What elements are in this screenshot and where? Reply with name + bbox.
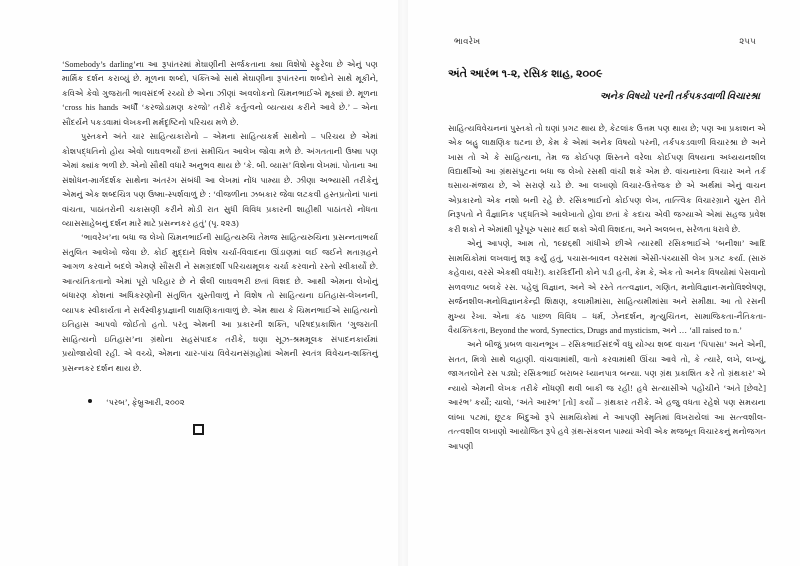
highlighted-opening-clause: ‘Somebody’s darling’ના આ રૂપાંતરમાં મેઘાણીની સર્જકતાના ક્યા વિશેષો	[62, 60, 307, 69]
article-title: અંતે આરંભ ૧-૨, રસિક શાહ, ૨૦૦૯	[448, 68, 603, 80]
paragraph-text: સ્ફુરેલા છે એનું પણ માર્મિક દર્શન કરાવ્યું છે. મૂળના શબ્દો, પંક્તિઓ સાથે મેઘાણીના રૂપાંતરના શબ્દોને સાથે મૂકીને, કવિએ કેવો ગુજરાતી ભાવસંદર્ભ રચ્યો છે એના ઝીણાં અવલોકનો ચિમનભાઈએ મૂક્યાં છે. મૂળના ‘cross his hands અર્ધીં ‘કરજોડામણ કરજો’ તરીકે કર્તુત્વનો વ્યત્યય કરીને આવે છે.’ – એના સૌંદર્યને પકડવામાં લેખકની મર્મદૃષ્ટિનો પરિચય મળે છે.	[62, 60, 378, 127]
right-page-body	[448, 122, 766, 454]
running-head	[448, 36, 766, 47]
running-head-title: ભાવરેખ	[454, 36, 481, 46]
article-subtitle: અનેક વિષયો પરની તર્કપકડવાળી વિચારશ્રા	[599, 91, 760, 102]
page-number: ૨૫૫	[739, 36, 756, 46]
paragraph: અને બીજું પ્રબળ વાચનભૂખ – રસિકભાઈસંદર્ભે વધુ યોગ્ય શબ્દ વાચન ‘પિપાસા’ અને એની, સતત, મિત્રો સાથે લહાણી. વાંચવામાંથી, વાતો કરવામાંથી ઊંચા આવે તો, કે ત્યારે, લખે, લખ્યું, જાગતલોને રસ પડ્યો; રસિકભાઈ બરાબર ધ્યાનપાત્ર બન્યા. પણ ગ્રંથ પ્રકાશિત કરે તો ગ્રંથકાર’ એ ન્યાયે એમની લેખક તરીકે નોંધણી થવી બાકી જ રહી! હવે સત્યાસીએ પહોંચીને ‘અંતે [છેવટે] આરંભ’ કર્યો; ચાલો, ‘અંતે આરંભ’ [તો] કર્યો – ગ્રંથકાર તરીકે. એ હજુ વધતા રહેશે પણ સમયના લાંબા પટમાં, છૂટક બિંદુઓ રૂપે સામયિકોમાં ને આપણી સ્મૃતિમાં વિખરાયેલાં આ સત્ત્વશીલ-તત્ત્વશીલ લખાણો આયોજિત રૂપે હવે ગ્રંથ-સંકલન પામ્યાં એવી એક મજબૂત વિચારકનું મનોજગત આપણી	[448, 340, 766, 451]
square-end-mark-icon	[193, 424, 204, 435]
paragraph: એનું આપણે, આમ તો, ૧૯૪૬થી ગાંધીએ છીએ ત્યારથી રસિકભાઈએ ‘બનીશા’ આદિ સામયિકોમાં લખવાનું શરૂ કર્યું હતું, પચાસ-બાવન વરસમાં એંસી-પંચ્યાસી લેખ પ્રગટ કર્યા. (સારું કહેવાય, વરસે એકથી વધારે!). કારકિર્દીની કોને પડી હતી, કેમ કે, એક તો અનેક વિષયોમાં પેસવાનો સળવળાટ બલકે રસ. પહેલું વિજ્ઞાન, અને એ રસ્તે તત્ત્વજ્ઞાન, ગણિત, મનોવિજ્ઞાન-મનોવિશ્લેષણ, સર્જનશીલ-મનોવિજ્ઞાનકેન્દ્રી શિક્ષણ, કલામીમાંસા, સાહિત્યમીમાંસા અને સમીક્ષા. આ તો રસની મુખ્ય રેખા. એના કંઠ પાછળ વિવિધ – ધર્મ, ઝેનદર્શન, મૃત્યુચિંતન, સામાજિકતા-નૈતિકતા-વૈયક્તિકતા, Beyond the word, Synectics, Drugs and mysticism, અને … ‘all raised to n.’	[448, 239, 766, 335]
end-of-article-mark	[62, 422, 378, 440]
paragraph: પુસ્તકને અંતે ચાર સાહિત્યકારોનો – એમના સાહિત્યકર્મ સાથેનો – પરિચય છે એમાં કોશપદ્ધતિનો હોય એવો લાઘવભર્યો છતાં સમીચિત આલેખ જોવા મળે છે. અંગતતાની ઉષ્મા પણ એમાં ક્યાંક ભળી છે. એનો સૌથી વધારે અનુભવ થાય છે ‘કે. બી. વ્યાસ’ વિશેના લેખમાં. પોતાના આ સંશોધન-માર્ગદર્શક સાથેના અંતરંગ સંબંધી આ લેખમાં નોંધ પામ્યા છે. ઝીણા અભ્યાસી તરીકેનું એમનું એક શબ્દચિત્ર પણ ઉષ્મા-સ્પર્શવાળું છે : ‘વીજળીના ઝબકાર જેવા લટકવી હસ્તપ્રતોનાં પાનાં વાંચતા, પાઠાંતરોની ચકાસણી કરીને મોડી રાત સુધી વિવિધ પ્રકારની શાહીથી પાઠાંતરો નોંધતા વ્યાસસાહેબનું દર્શન મારે માટે પ્રસન્નકર હતું’ (પૃ. ૨૨૩)	[62, 132, 378, 228]
left-page-body	[62, 58, 378, 376]
paragraph: સાહિત્યવિવેચનનાં પુસ્તકો તો ઘણાં પ્રગટ થાય છે, કેટલાંક ઉત્તમ પણ થાય છે; પણ આ પ્રકાશન એ એક બહુ લાક્ષણિક ઘટના છે, કેમ કે એમાં અનેક વિષયો પરની, તર્કપકડવાળી વિચારશ્રા છે અને ખાસ તો એ કે સાહિત્યના, તેમ જ કોઈપણ શિસ્તને વરેલા કોઈપણ વિષયના અધ્યયનશીલ વિદ્યાર્થીઓ આ ગ્રંથસંપુટના બધા જ લેખો રસથી વાંચી શકે એમ છે. વાંચનારના વિચાર અને તર્ક ઘસાય-મંજાય છે, એ સરાણે ચડે છે. આ લખાણો વિચાર-ઉત્તેજક છે એ અર્થમાં એનું વાચન એપ્રકારનો એક નશો બની રહે છે. રસિકભાઈનો કોઈપણ લેખ, તાત્ત્વિક વિચારગ્રાને ચુસ્ત રીતે નિરૂપતો ને વૈજ્ઞાનિક પદ્ધતિએ આલેખાતો હોવા છતાં કે કદાચ એવી જગ્યાએ એમાં સહજ પ્રવેશ કરી શકો ને એમાંથી પૂરેપૂરુ પસાર થઈ શકો એવી વિશદતા, અને અલબત્ત, સરેળતા ધરાવે છે.	[448, 123, 766, 234]
paragraph: ‘ભાવરેખ’ના બધા જ લેખો ચિમનભાઈની સાહિત્યરુચિ તેમજ સાહિત્યરુચિના પ્રસન્નતાભર્યા સંતુલિત આલેખો જેવા છે. કોઈ મુદ્દાને વિશેષ ચર્ચા-વિવાદના ઊંડાણમાં લઈ જઈને મતાગ્રહને આગળ કરવાને બદલે એમણે સૌંસરી ને સમગ્રદર્શી પરિચયમૂલક ચર્ચા કરવાનો રસ્તો સ્વીકાર્યો છે. આત્યંતિકતાનો એમાં પૂરો પરિહાર છે ને શૈલી લાઘવભરી છતાં વિશદ છે. આથી એમના લેખોનું બંધારણ કોશનાં અધિકરણોની સંતુલિત ચુસ્તીવાળું ને વિશેષ તો સાહિત્યના ઇતિહાસ-લેખનની, વ્યાપક સ્વીકાર્યતા ને સર્વસ્વીકૃપ્રજ્ઞાની લાક્ષણિકતાવાળું છે. એમ થાય કે ચિમનભાઈએ સાહિત્યનો ઇતિહાસ આપવો જોઈતો હતો. પરંતુ એમની આ પ્રકારની શક્તિ, પરિષદપ્રકાશિત ‘ગુજરાતી સાહિત્યનો ઇતિહાસ’ના ગ્રંથોના સહસંપાદક તરીકે, ઘણા સૂઝ-શ્રમમૂલક સંપાદનકાર્યમાં પ્રયોજાયેલી રહી. એ વચ્ચે, એમના ચાર-પાંચ વિવેચનસંગ્રહોમાં એમની સ્વતંત્ર વિવેચન-શક્તિનું પ્રસન્નકર દર્શન થાય છે.	[62, 233, 378, 373]
source-note	[62, 398, 378, 408]
source-note-text: ‘પરબ’, ફેબ્રુઆરી, ૨૦૦૨	[106, 397, 185, 407]
paragraph	[62, 58, 378, 130]
right-page	[400, 0, 800, 566]
bullet-icon	[88, 399, 92, 403]
